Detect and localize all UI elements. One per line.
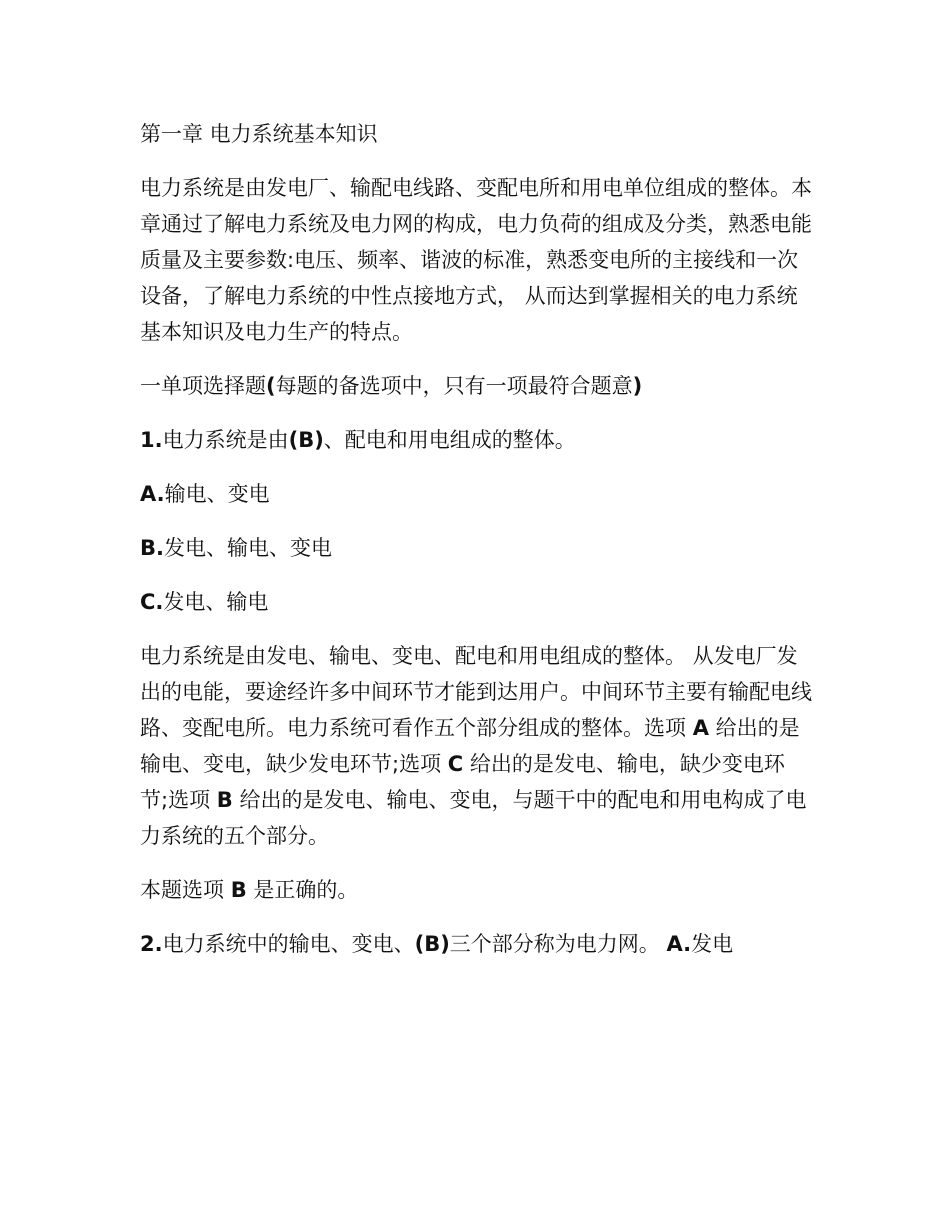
- question-2-option-letter: A.: [666, 932, 692, 956]
- question-2-stem-a: 电力系统中的输电、变电、: [162, 932, 415, 956]
- explanation-part-4: 给出的是发电、输电、变电，与题干中的配电和用电构成了电力系统的五个部分。: [140, 788, 807, 848]
- option-b-letter: B.: [140, 536, 164, 560]
- conclusion-a: 本题选项: [140, 878, 231, 902]
- question-2-option-text: 发电: [691, 932, 734, 956]
- option-a: [140, 476, 812, 512]
- conclusion-c: 是正确的。: [246, 878, 359, 902]
- question-1-stem-b: 、配电和用电组成的整体。: [323, 428, 576, 452]
- intro-paragraph: 电力系统是由发电厂、输配电线路、变配电所和用电单位组成的整体。本章通过了解电力系统及电力网的构成，电力负荷的组成及分类，熟悉电能质量及主要参数:电压、频率、谐波的标准，熟悉变电所的主接线和一次设备，了解电力系统的中性点接地方式， 从而达到掌握相关的电力系统基本知识及电力生产的特点。: [140, 176, 812, 344]
- section-heading-paren-open: (: [266, 374, 276, 398]
- explanation-part-2: 给出的是输电、变电，缺少发电环节;选项: [140, 716, 800, 776]
- explanation-part-3: 给出的是发电、输电，缺少变电环节;选项: [140, 752, 785, 812]
- section-heading-prefix: 一单项选择题: [140, 374, 266, 398]
- question-1-number: 1.: [140, 428, 163, 452]
- explanation-option-a: A: [692, 716, 709, 740]
- question-2-stem-b: 三个部分称为电力网。: [449, 932, 667, 956]
- chapter-title: 第一章 电力系统基本知识: [140, 122, 378, 146]
- option-c-letter: C.: [140, 590, 164, 614]
- question-2-number: 2.: [140, 932, 163, 956]
- option-b-text: 发电、输电、变电: [163, 536, 332, 560]
- explanation-part-1: 电力系统是由发电、输电、变电、配电和用电组成的整体。 从发电厂发出的电能，要途经许多中间环节才能到达用户。中间环节主要有输配电线路、变配电所。电力系统可看作五个部分组成的整体。选项: [140, 644, 812, 740]
- explanation-option-c: C: [447, 752, 464, 776]
- option-b: [140, 530, 812, 566]
- conclusion-option: B: [230, 878, 247, 902]
- section-heading-paren-close: ): [632, 374, 643, 398]
- question-2-answer: (B): [414, 932, 450, 956]
- question-2: [140, 926, 812, 962]
- section-heading-text: 每题的备选项中，只有一项最符合题意: [275, 374, 633, 398]
- option-a-text: 输电、变电: [164, 482, 270, 506]
- conclusion: [140, 872, 812, 908]
- explanation-paragraph: [140, 638, 812, 854]
- option-c-text: 发电、输电: [163, 590, 269, 614]
- option-a-letter: A.: [140, 482, 165, 506]
- explanation-option-b: B: [216, 788, 233, 812]
- question-1-stem-a: 电力系统是由: [162, 428, 289, 452]
- option-c: [140, 584, 812, 620]
- question-1: [140, 422, 812, 458]
- document-body: [140, 116, 812, 980]
- question-1-answer: (B): [288, 428, 324, 452]
- section-heading: [140, 368, 812, 404]
